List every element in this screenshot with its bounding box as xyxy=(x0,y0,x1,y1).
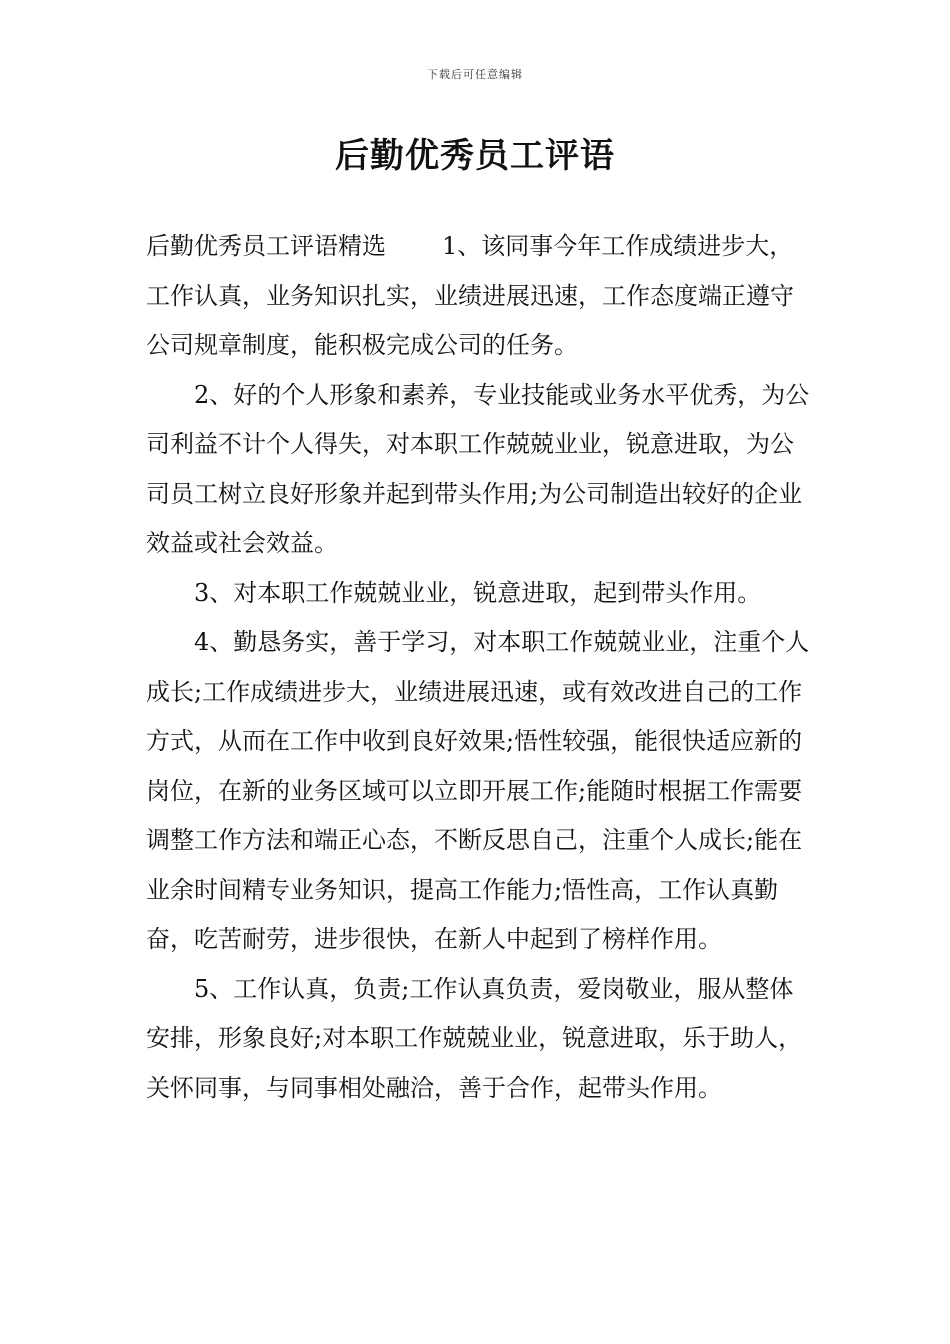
document-title: 后勤优秀员工评语 xyxy=(335,136,615,176)
paragraph-2: 2、好的个人形象和素养，专业技能或业务水平优秀，为公司利益不计个人得失，对本职工作兢兢业业，锐意进取，为公司员工树立良好形象并起到带头作用;为公司制造出较好的企业效益或社会效益。 xyxy=(146,380,810,557)
paragraph-3: 3、对本职工作兢兢业业，锐意进取，起到带头作用。 xyxy=(194,578,762,607)
paragraph-4: 4、勤恳务实，善于学习，对本职工作兢兢业业，注重个人成长;工作成绩进步大，业绩进展迅速，或有效改进自己的工作方式，从而在工作中收到良好效果;悟性较强，能很快适应新的岗位，在新的业务区域可以立即开展工作;能随时根据工作需要调整工作方法和端正心态，不断反思自己，注重个人成长;能在业余时间精专业务知识，提高工作能力;悟性高，工作认真勤奋，吃苦耐劳，进步很快，在新人中起到了榜样作用。 xyxy=(146,628,810,953)
intro-heading: 后勤优秀员工评语精选 xyxy=(146,232,386,260)
paragraph-1-text: 1、该同事今年工作成绩进步大，工作认真，业务知识扎实，业绩进展迅速，工作态度端正遵守公司规章制度，能积极完成公司的任务。 xyxy=(146,232,794,359)
document-body xyxy=(146,222,814,1113)
paragraph-1 xyxy=(146,222,814,371)
header-note: 下载后可任意编辑 xyxy=(427,68,523,81)
paragraph-5: 5、工作认真，负责;工作认真负责，爱岗敬业，服从整体安排，形象良好;对本职工作兢兢业业，锐意进取，乐于助人，关怀同事，与同事相处融洽，善于合作，起带头作用。 xyxy=(146,974,803,1102)
